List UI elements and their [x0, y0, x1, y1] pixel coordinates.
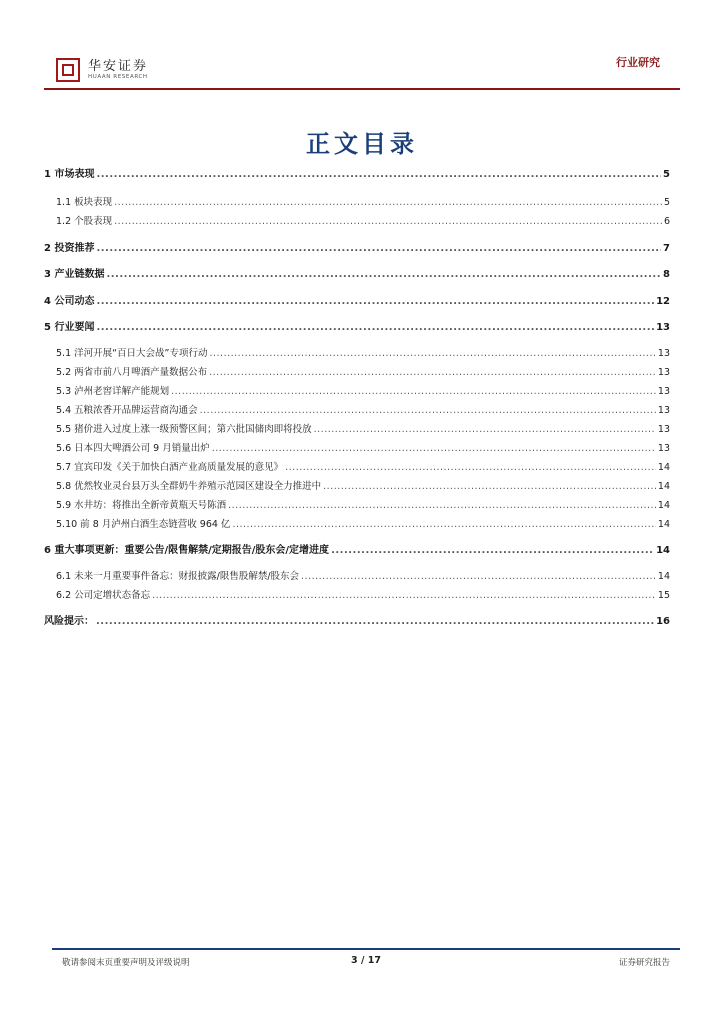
toc-entry-label: 5.9 水井坊：将推出全新帝黄瓶天号陈酒 [56, 500, 227, 511]
toc-leader-dots [96, 615, 654, 629]
toc-leader-dots [212, 442, 656, 456]
toc-leader-dots [96, 168, 661, 182]
logo-name-cn: 华安证券 [88, 58, 149, 74]
toc-leader-dots [209, 347, 655, 361]
toc-entry-page: 13 [657, 367, 670, 378]
toc-entry-page: 16 [656, 616, 670, 627]
toc-entry-page: 13 [657, 405, 670, 416]
toc-entry-label: 2 投资推荐 [44, 243, 95, 254]
toc-leader-dots [96, 321, 654, 335]
toc-entry-page: 14 [657, 519, 670, 530]
toc-entry-label: 5.1 洋河开展“百日大会战”专项行动 [56, 348, 208, 359]
toc-entry-label: 4 公司动态 [44, 296, 95, 307]
logo-seal-icon [56, 58, 80, 82]
toc-entry-page: 14 [656, 545, 670, 556]
toc-entry-label: 5.10 前 8 月泸州白酒生态链营收 964 亿 [56, 519, 231, 530]
toc-leader-dots [171, 385, 656, 399]
toc-entry[interactable] [44, 295, 670, 309]
header-divider [44, 88, 680, 90]
toc-entry-page: 13 [656, 322, 670, 333]
page-number: 3 / 17 [351, 955, 381, 966]
toc-entry-label: 5.4 五粮浓香开品牌运营商沟通会 [56, 405, 198, 416]
toc-leader-dots [323, 480, 656, 494]
toc-entry[interactable] [44, 196, 670, 210]
toc-leader-dots [301, 570, 656, 584]
toc-entry-label: 1 市场表现 [44, 169, 95, 180]
toc-entry[interactable] [44, 544, 670, 558]
toc-entry-page: 13 [657, 424, 670, 435]
toc-leader-dots [232, 518, 655, 532]
page-header [44, 52, 680, 88]
toc-entry-label: 5.7 宜宾印发《关于加快白酒产业高质量发展的意见》 [56, 462, 284, 473]
toc-entry-page: 14 [657, 571, 670, 582]
toc-entry[interactable] [44, 168, 670, 182]
toc-entry[interactable] [44, 570, 670, 584]
toc-entry-page: 12 [656, 296, 670, 307]
toc-leader-dots [106, 268, 661, 282]
toc-entry[interactable] [44, 321, 670, 335]
toc-entry-label: 5.6 日本四大啤酒公司 9 月销量出炉 [56, 443, 210, 454]
toc-leader-dots [285, 461, 656, 475]
toc-entry-label: 5.5 猪价进入过度上涨一级预警区间；第六批国储肉即将投放 [56, 424, 312, 435]
toc-entry-page: 15 [657, 590, 670, 601]
toc-entry-label: 6 重大事项更新：重要公告/限售解禁/定期报告/股东会/定增进度 [44, 545, 330, 556]
toc-entry-label: 1.2 个股表现 [56, 216, 113, 227]
toc-leader-dots [209, 366, 656, 380]
toc-entry-page: 13 [657, 386, 670, 397]
toc-leader-dots [331, 544, 654, 558]
toc-entry[interactable] [44, 242, 670, 256]
toc-entry-page: 14 [657, 500, 670, 511]
toc-entry[interactable] [44, 461, 670, 475]
toc-entry[interactable] [44, 366, 670, 380]
page-title: 正文目录 [306, 130, 418, 158]
toc-entry-label: 6.1 未来一月重要事件备忘：财报披露/限售股解禁/股东会 [56, 571, 300, 582]
toc-leader-dots [96, 242, 661, 256]
company-logo [56, 58, 148, 82]
toc-entry-label: 6.2 公司定增状态备忘 [56, 590, 151, 601]
toc-entry-page: 13 [657, 443, 670, 454]
footer-doc-type: 证券研究报告 [618, 958, 670, 968]
toc-leader-dots [200, 404, 656, 418]
toc-entry[interactable] [44, 589, 670, 603]
toc-entry[interactable] [44, 423, 670, 437]
toc-entry-label: 3 产业链数据 [44, 269, 105, 280]
toc-entry-page: 8 [663, 269, 670, 280]
toc-entry[interactable] [44, 347, 670, 361]
footer-disclaimer: 敬请参阅末页重要声明及评级说明 [62, 958, 190, 968]
toc-entry-page: 14 [657, 462, 670, 473]
toc-entry-page: 14 [657, 481, 670, 492]
report-type: 行业研究 [616, 56, 660, 69]
toc-entry-label: 5.8 优然牧业灵台县万头全群奶牛养殖示范园区建设全力推进中 [56, 481, 322, 492]
toc-entry-label: 5 行业要闻 [44, 322, 95, 333]
toc-leader-dots [114, 215, 662, 229]
toc-entry-label: 1.1 板块表现 [56, 197, 113, 208]
toc-entry-page: 13 [657, 348, 670, 359]
toc-entry[interactable] [44, 518, 670, 532]
logo-name-en: HUAAN RESEARCH [88, 73, 148, 80]
toc-entry-page: 5 [663, 169, 670, 180]
toc-entry[interactable] [44, 385, 670, 399]
toc-leader-dots [152, 589, 656, 603]
toc-entry[interactable] [44, 615, 670, 629]
toc-entry-label: 5.3 泸州老窖详解产能规划 [56, 386, 170, 397]
toc-entry-page: 6 [663, 216, 670, 227]
toc-entry[interactable] [44, 404, 670, 418]
toc-entry[interactable] [44, 442, 670, 456]
toc-entry[interactable] [44, 215, 670, 229]
toc-leader-dots [96, 295, 654, 309]
toc-entry[interactable] [44, 480, 670, 494]
footer-divider [52, 948, 680, 950]
toc-entry[interactable] [44, 268, 670, 282]
toc-entry[interactable] [44, 499, 670, 513]
toc-leader-dots [114, 196, 662, 210]
toc-entry-page: 5 [663, 197, 670, 208]
toc-entry-label: 风险提示： [44, 616, 94, 627]
toc-leader-dots [314, 423, 656, 437]
toc-entry-label: 5.2 两省市前八月啤酒产量数据公布 [56, 367, 208, 378]
toc-leader-dots [228, 499, 656, 513]
toc-entry-page: 7 [663, 243, 670, 254]
